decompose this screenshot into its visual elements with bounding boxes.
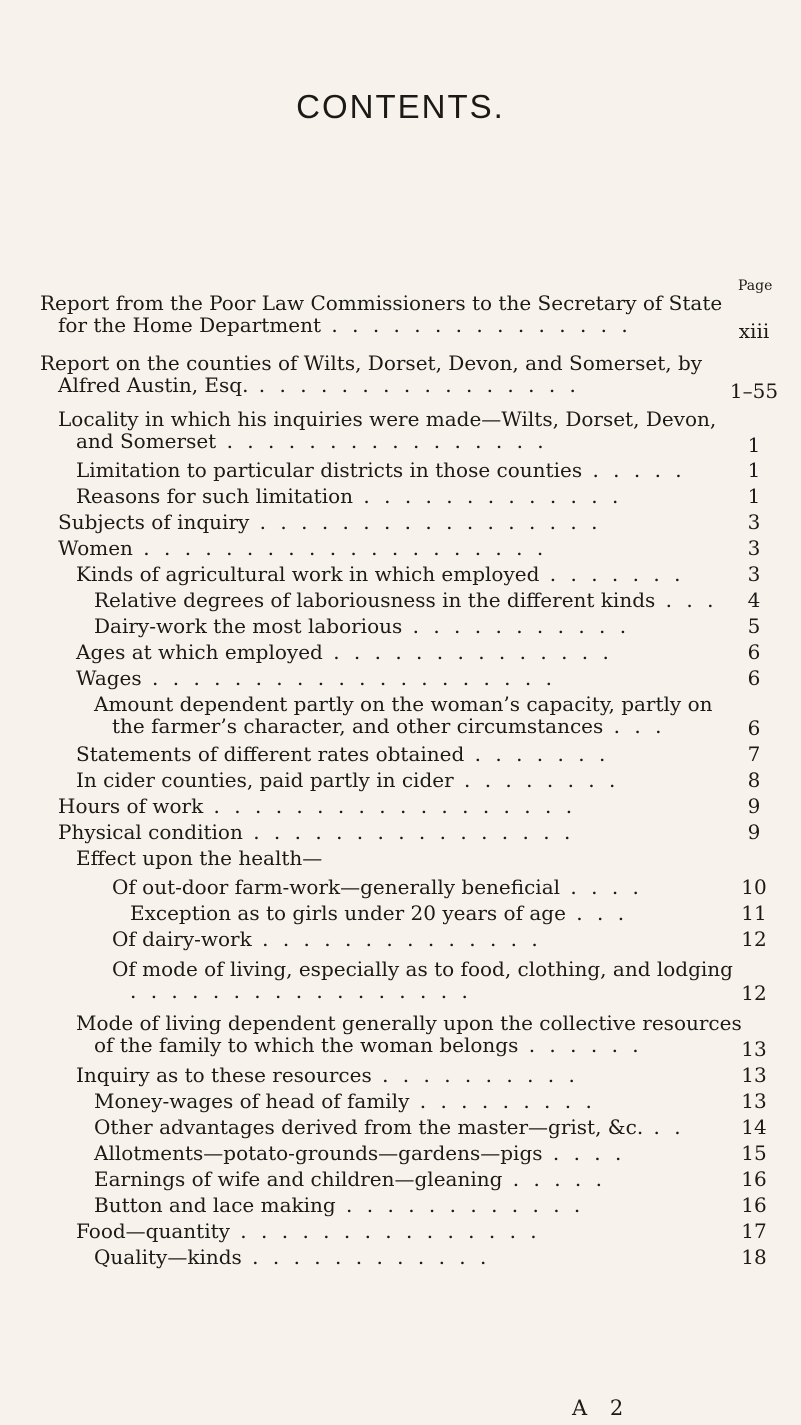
dot-leader: . . . . . . . . . . . . . . . . <box>216 429 548 453</box>
toc-entry <box>94 1090 596 1112</box>
dot-leader: . . . . . . . . . . . . . . <box>251 927 542 951</box>
toc-entry-text: Amount dependent partly on the woman’s capacity, partly on the farmer’s character, and other circumstances <box>94 692 713 738</box>
toc-entry <box>76 1012 742 1056</box>
toc-entry <box>76 743 609 765</box>
toc-page-number: 6 <box>747 666 761 690</box>
toc-entry <box>130 902 628 924</box>
dot-leader: . . . . . . . . . . . . . . . . . . <box>203 794 577 818</box>
toc-entry-text: Ages at which employed <box>76 640 323 664</box>
toc-page-number: 14 <box>741 1115 767 1139</box>
toc-entry-text: Women <box>58 536 133 560</box>
toc-entry-text: Physical condition <box>58 820 243 844</box>
toc-page-number: 17 <box>741 1219 767 1243</box>
toc-entry-text: In cider counties, paid partly in cider <box>76 768 454 792</box>
toc-entry-text: Quality—kinds <box>94 1245 242 1269</box>
toc-page-number: 9 <box>747 820 761 844</box>
toc-entry-text: Of out-door farm-work—generally beneficial <box>112 875 561 899</box>
toc-entry <box>94 1168 606 1190</box>
toc-page-number: 18 <box>741 1245 767 1269</box>
dot-leader: . . . . . . . . . . . . <box>335 1193 585 1217</box>
toc-page-number: 3 <box>747 510 761 534</box>
toc-page-number: 15 <box>741 1141 767 1165</box>
toc-entry <box>94 693 738 737</box>
toc-entry-text: Statements of different rates obtained <box>76 742 465 766</box>
signature-mark: A 2 <box>572 1396 632 1420</box>
page-title: CONTENTS. <box>296 88 505 125</box>
toc-entry-text: Mode of living dependent generally upon the collective resources of the family to which the woman belongs <box>76 1011 742 1057</box>
toc-entry <box>76 1220 541 1242</box>
toc-page-number: 13 <box>741 1089 767 1113</box>
dot-leader: . . . . . . . . . . . . . . . <box>321 313 632 337</box>
toc-entry <box>58 795 576 817</box>
toc-entry <box>40 352 738 396</box>
toc-entry-text: Of mode of living, especially as to food, clothing, and lodging <box>112 957 733 981</box>
dot-leader: . . <box>643 1115 685 1139</box>
toc-entry <box>112 876 643 898</box>
dot-leader: . . . . . . . . . . . <box>402 614 631 638</box>
toc-entry-text: Earnings of wife and children—gleaning <box>94 1167 503 1191</box>
toc-entry-text: Of dairy-work <box>112 927 252 951</box>
page-column-header: Page <box>738 278 773 294</box>
toc-entry-text: Reasons for such limitation <box>76 484 354 508</box>
toc-page-number: 16 <box>741 1193 767 1217</box>
dot-leader: . . . . . . . . <box>453 768 620 792</box>
toc-page-number: 5 <box>747 614 761 638</box>
toc-entry <box>76 485 622 507</box>
toc-entry <box>76 667 556 689</box>
dot-leader: . . . . . . . . . . . . . . . . . <box>249 510 602 534</box>
toc-page-number: 1 <box>747 458 761 482</box>
toc-entry <box>94 589 717 611</box>
dot-leader: . . . . . . . . . . . . <box>241 1245 491 1269</box>
toc-entry <box>58 511 601 533</box>
toc-page-number: xiii <box>738 319 770 343</box>
toc-page-number: 11 <box>741 901 767 925</box>
dot-leader: . . . . . . . . . . . . . <box>353 484 623 508</box>
toc-page-number: 6 <box>747 640 761 664</box>
toc-entry-text: Report from the Poor Law Commissioners to the Secretary of State for the Home Department <box>40 291 723 337</box>
toc-page-number: 6 <box>747 716 761 740</box>
dot-leader: . . . . . . . . . . . . . . . . <box>248 373 580 397</box>
dot-leader: . . . . . <box>502 1167 606 1191</box>
toc-entry-text: Other advantages derived from the master—grist, &c. <box>94 1115 644 1139</box>
dot-leader: . . . . . . . . . . . . . . . . . <box>130 979 472 1003</box>
toc-page-number: 3 <box>747 562 761 586</box>
toc-entry <box>94 1142 625 1164</box>
toc-entry-text: Money-wages of head of family <box>94 1089 410 1113</box>
dot-leader: . . . <box>565 901 629 925</box>
dot-leader: . . . . <box>560 875 643 899</box>
toc-entry <box>76 847 322 869</box>
dot-leader: . . . . . . . <box>539 562 685 586</box>
dot-leader: . . . . . . . . . . . . . . . . . . . . <box>141 666 556 690</box>
toc-entry <box>40 292 738 336</box>
toc-entry <box>76 459 686 481</box>
toc-entry-text: Exception as to girls under 20 years of age <box>130 901 566 925</box>
toc-page-number: 12 <box>741 981 767 1005</box>
toc-entry <box>58 821 574 843</box>
toc-entry <box>94 1116 685 1138</box>
dot-leader: . . . . . . . <box>464 742 610 766</box>
toc-entry-text: Effect upon the health— <box>76 846 323 870</box>
toc-entry-text: Hours of work <box>58 794 204 818</box>
dot-leader: . . . . . . <box>518 1033 643 1057</box>
toc-entry <box>112 928 542 950</box>
toc-entry-text: Food—quantity <box>76 1219 230 1243</box>
toc-entry-text: Locality in which his inquiries were made—Wilts, Dorset, Devon, and Somerset <box>58 407 717 453</box>
toc-entry-text: Kinds of agricultural work in which employed <box>76 562 540 586</box>
toc-page-number: 13 <box>741 1037 767 1061</box>
toc-page-number: 9 <box>747 794 761 818</box>
toc-entry <box>76 563 684 585</box>
dot-leader: . . . . <box>542 1141 626 1165</box>
dot-leader: . . . <box>603 714 666 738</box>
toc-page-number: 3 <box>747 536 761 560</box>
dot-leader: . . . . . . . . . . . . . . . . . . . . <box>132 536 548 560</box>
toc-page-number: 8 <box>747 768 761 792</box>
toc-entry-text: Relative degrees of laboriousness in the different kinds <box>94 588 656 612</box>
toc-page-number: 10 <box>741 875 767 899</box>
toc-entry-text: Dairy-work the most laborious <box>94 614 403 638</box>
toc-entry <box>112 958 738 1002</box>
toc-entry-text: Inquiry as to these resources <box>76 1063 372 1087</box>
toc-entry <box>76 641 613 663</box>
toc-entry-text: Allotments—potato-grounds—gardens—pigs <box>94 1141 543 1165</box>
dot-leader: . . . . . . . . . . . . . . <box>322 640 613 664</box>
toc-entry <box>58 537 547 559</box>
dot-leader: . . . <box>655 588 718 612</box>
toc-entry <box>76 769 619 791</box>
toc-entry <box>94 1194 584 1216</box>
toc-entry <box>76 1064 579 1086</box>
toc-entry-text: Subjects of inquiry <box>58 510 250 534</box>
toc-page-number: 12 <box>741 927 767 951</box>
toc-page-number: 16 <box>741 1167 767 1191</box>
toc-entry <box>58 408 738 452</box>
toc-page-number: 7 <box>747 742 761 766</box>
toc-entry-text: Button and lace making <box>94 1193 336 1217</box>
dot-leader: . . . . . . . . . <box>409 1089 596 1113</box>
dot-leader: . . . . . <box>582 458 686 482</box>
toc-page-number: 1 <box>747 433 761 457</box>
dot-leader: . . . . . . . . . . . . . . . . <box>242 820 575 844</box>
toc-page-number: 13 <box>741 1063 767 1087</box>
dot-leader: . . . . . . . . . . . . . . . <box>229 1219 541 1243</box>
toc-entry <box>94 615 630 637</box>
toc-entry-text: Limitation to particular districts in those counties <box>76 458 583 482</box>
toc-entry <box>94 1246 490 1268</box>
toc-entry-text: Wages <box>76 666 142 690</box>
toc-page-number: 1 <box>747 484 761 508</box>
toc-entry-text: Report on the counties of Wilts, Dorset, Devon, and Somerset, by Alfred Austin, Esq. <box>40 351 703 397</box>
toc-page-number: 1–55 <box>729 379 779 403</box>
dot-leader: . . . . . . . . . . <box>371 1063 579 1087</box>
toc-page-number: 4 <box>747 588 761 612</box>
